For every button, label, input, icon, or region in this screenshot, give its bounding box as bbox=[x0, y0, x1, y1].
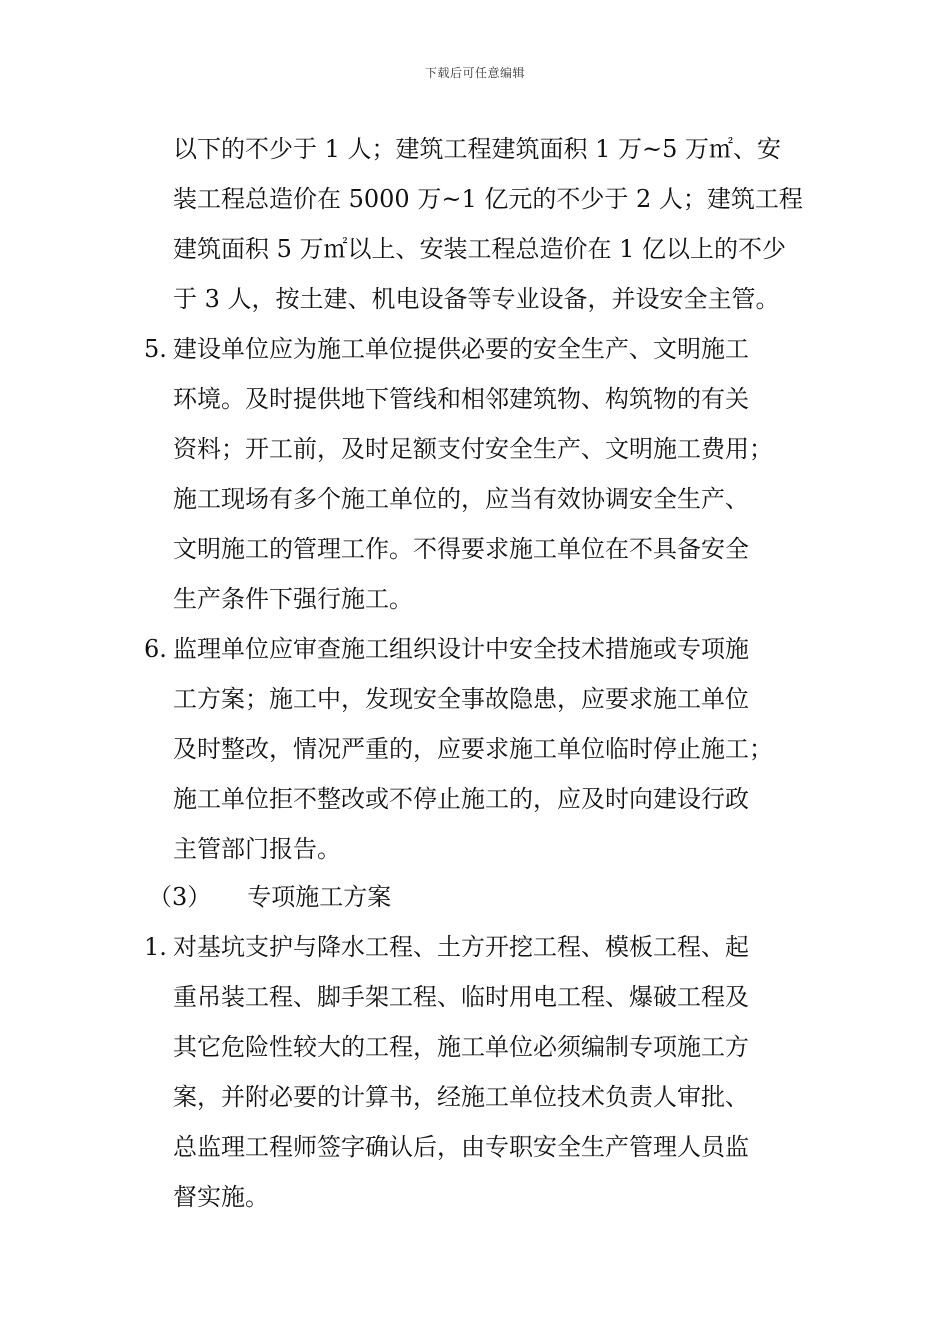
page-header: 下载后可任意编辑 bbox=[424, 66, 525, 80]
section-number: （3） bbox=[148, 883, 212, 911]
list-item-line: 资料；开工前，及时足额支付安全生产、文明施工费用； bbox=[173, 435, 773, 463]
section-title: 专项施工方案 bbox=[247, 883, 392, 911]
paragraph-line: 于 3 人，按土建、机电设备等专业设备，并设安全主管。 bbox=[173, 285, 780, 313]
list-item-number: 6. bbox=[144, 635, 167, 663]
list-item-line: 重吊装工程、脚手架工程、临时用电工程、爆破工程及 bbox=[173, 983, 749, 1011]
list-item-line: 环境。及时提供地下管线和相邻建筑物、构筑物的有关 bbox=[173, 385, 749, 413]
list-item-line: 施工单位拒不整改或不停止施工的，应及时向建设行政 bbox=[173, 785, 749, 813]
list-item-line: 对基坑支护与降水工程、土方开挖工程、模板工程、起 bbox=[173, 933, 749, 961]
paragraph-line: 装工程总造价在 5000 万~1 亿元的不少于 2 人；建筑工程 bbox=[173, 185, 803, 213]
list-item-line: 主管部门报告。 bbox=[173, 835, 341, 863]
list-item-line: 工方案；施工中，发现安全事故隐患，应要求施工单位 bbox=[173, 685, 749, 713]
paragraph-line: 以下的不少于 1 人；建筑工程建筑面积 1 万~5 万㎡、安 bbox=[173, 135, 782, 163]
list-item-line: 其它危险性较大的工程，施工单位必须编制专项施工方 bbox=[173, 1033, 749, 1061]
list-item-line: 及时整改，情况严重的，应要求施工单位临时停止施工； bbox=[173, 735, 773, 763]
list-item-line: 督实施。 bbox=[173, 1183, 269, 1211]
list-item-line: 总监理工程师签字确认后，由专职安全生产管理人员监 bbox=[173, 1133, 749, 1161]
list-item-number: 5. bbox=[144, 335, 167, 363]
list-item-line: 建设单位应为施工单位提供必要的安全生产、文明施工 bbox=[173, 335, 749, 363]
list-item-number: 1. bbox=[144, 933, 167, 961]
section-heading bbox=[148, 872, 391, 922]
list-item-line: 生产条件下强行施工。 bbox=[173, 585, 413, 613]
list-item-line: 案，并附必要的计算书，经施工单位技术负责人审批、 bbox=[173, 1083, 749, 1111]
paragraph-line: 建筑面积 5 万㎡以上、安装工程总造价在 1 亿以上的不少 bbox=[173, 235, 787, 263]
list-item-line: 施工现场有多个施工单位的，应当有效协调安全生产、 bbox=[173, 485, 749, 513]
list-item-line: 监理单位应审查施工组织设计中安全技术措施或专项施 bbox=[173, 635, 749, 663]
list-item-line: 文明施工的管理工作。不得要求施工单位在不具备安全 bbox=[173, 535, 749, 563]
